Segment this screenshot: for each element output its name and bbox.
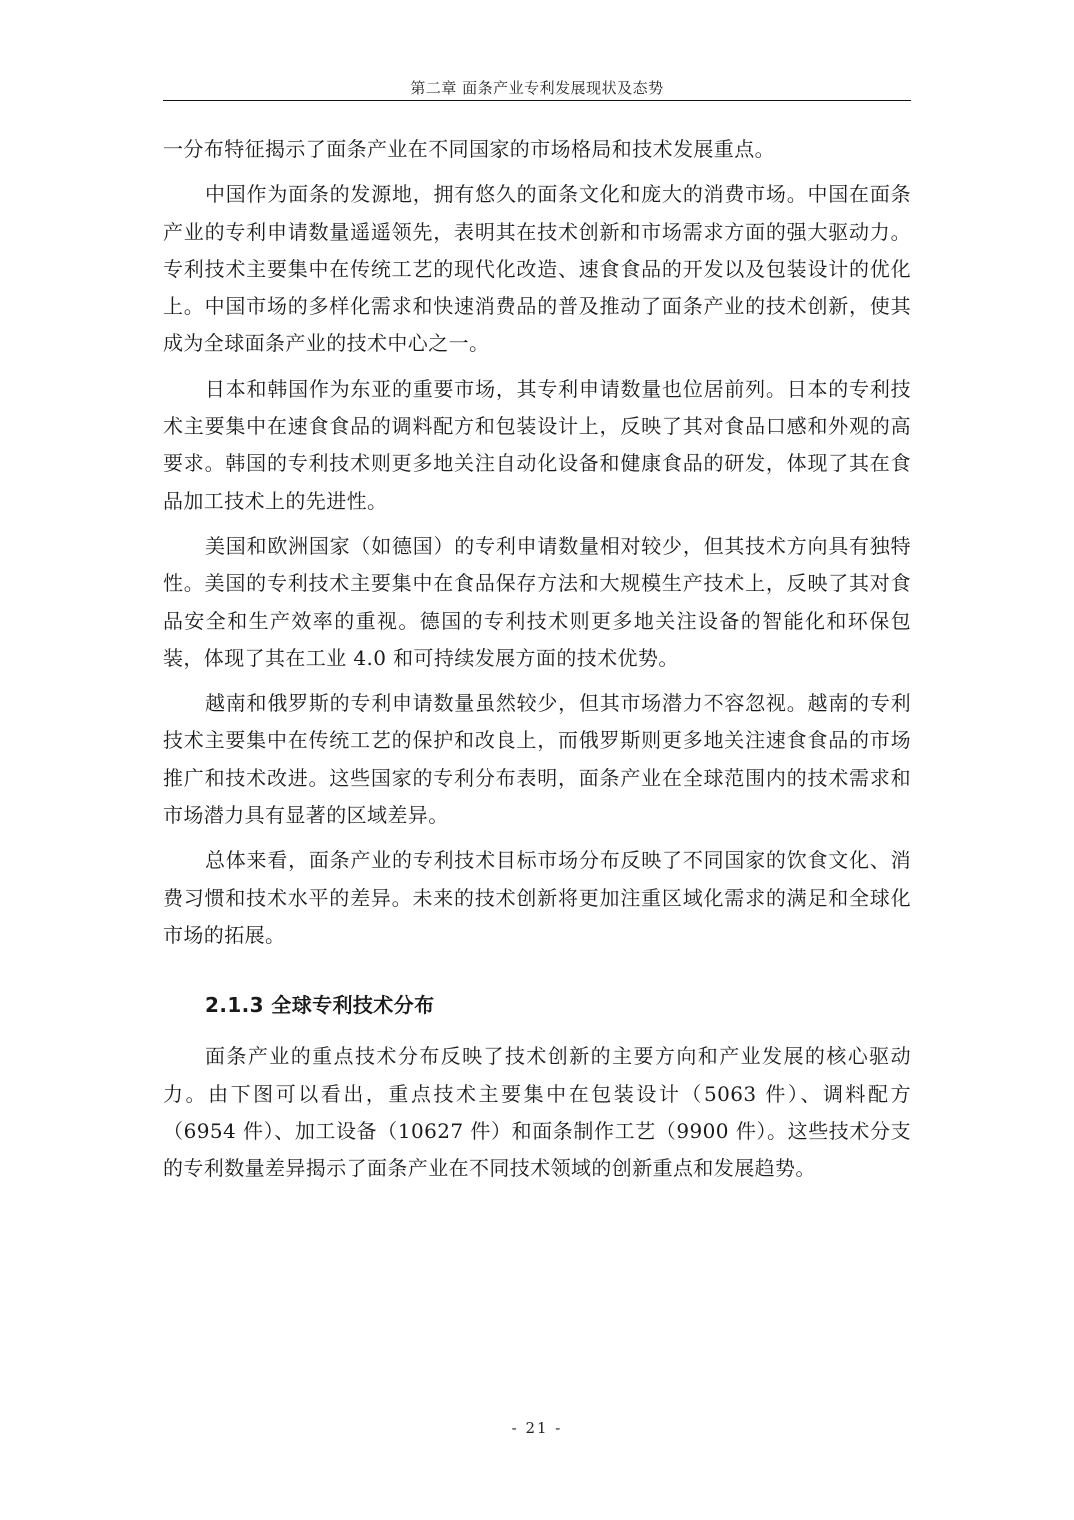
page-number: - 21 - [511,1419,563,1437]
header-rule [163,100,911,101]
paragraph-vietnam-russia: 越南和俄罗斯的专利申请数量虽然较少，但其市场潜力不容忽视。越南的专利技术主要集中在传统工艺的保护和改良上，而俄罗斯则更多地关注速食食品的市场推广和技术改进。这些国家的专利分布表明，面条产业在全球范围内的技术需求和市场潜力具有显著的区域差异。 [163,691,911,828]
page-body [163,131,911,1195]
running-header: 第二章 面条产业专利发展现状及态势 [410,79,664,97]
paragraph-japan-korea: 日本和韩国作为东亚的重要市场，其专利申请数量也位居前列。日本的专利技术主要集中在速食食品的调料配方和包装设计上，反映了其对食品口感和外观的高要求。韩国的专利技术则更多地关注自动化设备和健康食品的研发，体现了其在食品加工技术上的先进性。 [163,376,911,513]
section-heading: 2.1.3 全球专利技术分布 [205,993,435,1018]
paragraph-summary: 总体来看，面条产业的专利技术目标市场分布反映了不同国家的饮食文化、消费习惯和技术水平的差异。未来的技术创新将更加注重区域化需求的满足和全球化市场的拓展。 [163,848,911,947]
paragraph-us-europe: 美国和欧洲国家（如德国）的专利申请数量相对较少，但其技术方向具有独特性。美国的专利技术主要集中在食品保存方法和大规模生产技术上，反映了其对食品安全和生产效率的重视。德国的专利技术则更多地关注设备的智能化和环保包装，体现了其在工业 4.0 和可持续发展方面的技术优势。 [163,533,911,670]
paragraph-china: 中国作为面条的发源地，拥有悠久的面条文化和庞大的消费市场。中国在面条产业的专利申请数量遥遥领先，表明其在技术创新和市场需求方面的强大驱动力。专利技术主要集中在传统工艺的现代化改造、速食食品的开发以及包装设计的优化上。中国市场的多样化需求和快速消费品的普及推动了面条产业的技术创新，使其成为全球面条产业的技术中心之一。 [163,182,911,356]
paragraph-continuation: 一分布特征揭示了面条产业在不同国家的市场格局和技术发展重点。 [163,137,775,161]
paragraph-tech-distribution: 面条产业的重点技术分布反映了技术创新的主要方向和产业发展的核心驱动力。由下图可以看出，重点技术主要集中在包装设计（5063 件）、调料配方（6954 件）、加工设备（10627 件）和面条制作工艺（9900 件）。这些技术分支的专利数量差异揭示了面条产业在不同技术领域的创新重点和发展趋势。 [163,1044,911,1181]
